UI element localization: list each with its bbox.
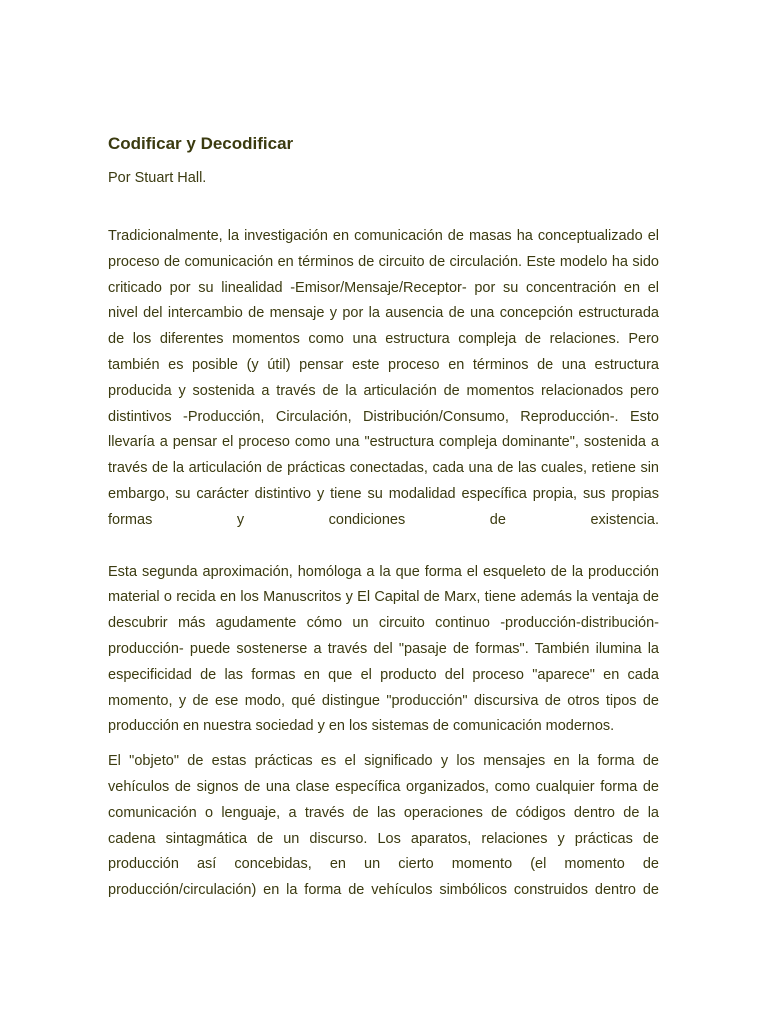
document-title: Codificar y Decodificar [108,134,294,153]
paragraph-3: El "objeto" de estas prácticas es el significado y los mensajes en la forma de vehículos de signos de una clase específica organizados, como cualquier forma de comunicación o lenguaje, a través de las operaciones de códigos dentro de la cadena sintagmática de un discurso. Los aparatos, relaciones y prácticas de producción así concebidas, en un cierto momento (el momento de producción/circulación) en la forma de vehículos simbólicos construidos dentro de [108,753,659,899]
paragraph-1: Tradicionalmente, la investigación en comunicación de masas ha conceptualizado el proceso de comunicación en términos de circuito de circulación. Este modelo ha sido criticado por su linealidad -Emisor/Mensaje/Receptor- por su concentración en el nivel del intercambio de mensaje y por la ausencia de una concepción estructurada de los diferentes momentos como una estructura compleja de relaciones. Pero también es posible (y útil) pensar este proceso en términos de una estructura producida y sostenida a través de la articulación de momentos relacionados pero distintivos -Producción, Circulación, Distribución/Consumo, Reproducción-. Esto llevaría a pensar el proceso como una "estructura compleja dominante", sostenida a través de la articulación de prácticas conectadas, cada una de las cuales, retiene sin embargo, su carácter distintivo y tiene su modalidad específica propia, sus propias formas y condiciones de existencia. [108,228,659,528]
document-body [108,133,659,904]
document-byline: Por Stuart Hall. [108,170,207,186]
paragraph-2: Esta segunda aproximación, homóloga a la que forma el esqueleto de la producción material o recida en los Manuscritos y El Capital de Marx, tiene además la ventaja de descubrir más agudamente cómo un circuito continuo -producción-distribución-producción- puede sostenerse a través del "pasaje de formas". También ilumina la especificidad de las formas en que el producto del proceso "aparece" en cada momento, y de ese modo, qué distingue "producción" discursiva de otros tipos de producción en nuestra sociedad y en los sistemas de comunicación modernos. [108,563,659,735]
